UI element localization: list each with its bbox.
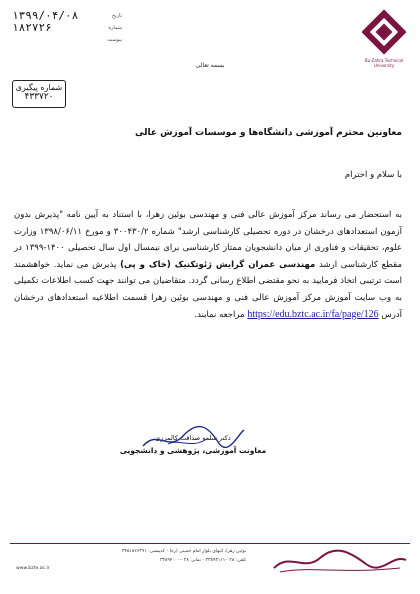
logo-emblem-icon [362,8,406,58]
body-paragraph-3: مراجعه نمایند. [194,309,245,320]
signatory-name: دکتر سلمه صداقت کالمرزی [155,434,231,442]
date-value: ۱۳۹۹/۰۴/۰۸ [12,9,79,22]
letter-number-value: ۱۸۲۷۲۶ [12,21,52,34]
university-name: Bu-Zahra Technical University [364,58,404,68]
signature-block [118,434,268,455]
recipient: معاونین محترم آموزشی دانشگاه‌ها و موسسات آموزش عالی [134,128,402,138]
footer-divider [10,543,410,544]
basmala: بسمه تعالی [195,62,225,69]
footer-address: بوئین زهرا، انتهای بلوار امام خمینی (ره) - کدپستی: ۳۴۵۱۸۶۶۳۹۱ [122,549,246,554]
signatory-title: معاونت آموزشی، پژوهشی و دانشجویی [119,446,267,455]
university-logo [358,8,410,80]
attachment-label: پیوست [107,37,122,43]
tracking-number: ۴۳۳۷۲۰ [24,92,54,102]
footer-calligraphy-icon [270,548,410,576]
footer-contact [16,548,246,574]
field-of-study: مهندسی عمران گرایش ژئوتکنیک (خاک و پی) [120,259,316,270]
tracking-label: شماره پیگیری [15,83,63,92]
body-paragraph-1: به استحضار می رساند مرکز آموزش عالی فنی و مهندسی بوئین زهرا، با استناد به آیین نامه "پذیرش بدون آزمون استعدادهای درخشان در دوره تحصیلی کارشناسی ارشد" شماره ۳۰۰۴۳۰/۲ و مورخ ۱۳۹۸/۰۶/۱۱ وزارت علوم، تحقیقات و فناوری از میان دانشجویان ممتاز کارشناسی برای نیمسال اول سال تحصیلی ۱۴۰۰-۱۳۹۹ در مقطع کارشناسی ارشد [14,210,403,270]
footer-phone: تلفن: ۰۲۸-۳۳۸۹۳۱۱۱ - نمابر: ۰۲۸-۳۳۸۹۴۰۰۰ [159,557,246,563]
body-paragraph-2: پذیرش می نماید. خواهشمند است ترتیبی اتخاذ فرمایید به نحو مقتضی اطلاع رسانی گردد. متقاضیان می توانند جهت کسب اطلاعات تکمیلی به وب سایت آموزش مرکز آموزش عالی فنی و مهندسی بوئین زهرا قسمت اطلاعیه استعدادهای درخشان آدرس [14,259,402,320]
letter-number-label: شماره [108,25,122,31]
letter-meta [12,10,122,46]
date-label: تاریخ [112,13,122,19]
footer-brand-logo [270,548,410,576]
handwritten-signature-icon [138,424,248,454]
tracking-box [12,80,66,108]
greeting: با سلام و احترام [344,170,402,180]
announcement-link[interactable]: https://edu.bztc.ac.ir/fa/page/126 [247,308,379,320]
letter-body [14,207,402,323]
footer-website: www.bzte.ac.ir [16,566,50,571]
